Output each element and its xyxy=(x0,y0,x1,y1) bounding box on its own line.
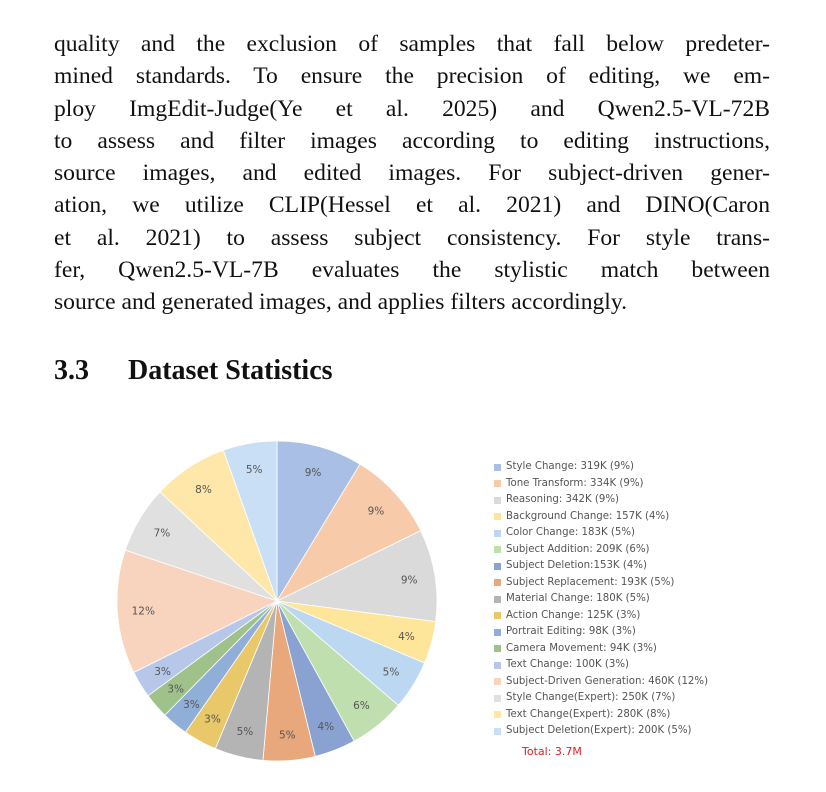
total-label: Total: 3.7M xyxy=(522,745,582,758)
legend-item xyxy=(494,624,794,641)
legend-swatch xyxy=(494,728,501,735)
pie-percent-label: 9% xyxy=(304,466,322,479)
legend-item xyxy=(494,608,794,625)
legend-label: Style Change: 319K (9%) xyxy=(506,461,634,473)
legend-item xyxy=(494,525,794,542)
pie-percent-label: 6% xyxy=(353,700,370,712)
pie-percent-label: 12% xyxy=(131,605,155,618)
pie-percent-label: 3% xyxy=(167,683,185,696)
legend-label: Background Change: 157K (4%) xyxy=(506,510,670,522)
legend-swatch xyxy=(494,662,501,669)
paragraph-line: source and generated images, and applies filters accordingly. xyxy=(54,289,628,316)
paragraph-line: ploy ImgEdit-Judge(Ye et al. 2025) and Qwen2.5-VL-72B xyxy=(54,95,770,122)
legend-label: Camera Movement: 94K (3%) xyxy=(506,642,657,654)
pie-percent-label: 5% xyxy=(382,666,400,679)
legend-item xyxy=(494,509,794,526)
pie-percent-label: 3% xyxy=(204,713,221,726)
legend-label: Subject Deletion:153K (4%) xyxy=(506,560,647,572)
legend-label: Text Change: 100K (3%) xyxy=(506,659,629,671)
legend-swatch xyxy=(494,612,501,619)
pie-percent-label: 3% xyxy=(183,699,200,712)
legend-item xyxy=(494,575,794,592)
pie-percent-label: 8% xyxy=(195,484,212,496)
legend-swatch xyxy=(494,645,501,652)
legend-label: Color Change: 183K (5%) xyxy=(506,527,635,539)
legend-swatch xyxy=(494,629,501,636)
legend-item xyxy=(494,674,794,691)
paragraph-line: mined standards. To ensure the precision of editing, we em- xyxy=(54,63,770,90)
legend-swatch xyxy=(494,546,501,553)
legend-label: Material Change: 180K (5%) xyxy=(506,593,650,605)
legend-swatch xyxy=(494,530,501,537)
legend-item xyxy=(494,657,794,674)
legend-label: Reasoning: 342K (9%) xyxy=(506,494,620,506)
legend-item xyxy=(494,723,794,740)
legend-item xyxy=(494,707,794,724)
legend-swatch xyxy=(494,513,501,520)
legend-label: Subject Addition: 209K (6%) xyxy=(506,543,650,555)
legend-swatch xyxy=(494,678,501,685)
paragraph-line: fer, Qwen2.5-VL-7B evaluates the stylistic match between xyxy=(54,257,770,284)
legend-item xyxy=(494,690,794,707)
pie-percent-label: 9% xyxy=(400,574,418,587)
legend-label: Action Change: 125K (3%) xyxy=(506,609,641,621)
legend-item xyxy=(494,591,794,608)
pie-percent-label: 3% xyxy=(154,665,171,678)
legend-label: Subject-Driven Generation: 460K (12%) xyxy=(506,675,709,687)
legend-label: Subject Replacement: 193K (5%) xyxy=(506,576,675,588)
legend-item xyxy=(494,558,794,575)
legend-label: Subject Deletion(Expert): 200K (5%) xyxy=(506,725,692,737)
paragraph-line: to assess and filter images according to editing instructions, xyxy=(54,127,770,154)
legend-swatch xyxy=(494,480,501,487)
legend-item xyxy=(494,542,794,559)
pie-slices xyxy=(117,441,437,761)
pie-percent-label: 5% xyxy=(278,729,296,742)
legend-item xyxy=(494,492,794,509)
pie-percent-label: 5% xyxy=(245,464,263,476)
legend-item xyxy=(494,476,794,493)
legend-label: Text Change(Expert): 280K (8%) xyxy=(506,708,671,720)
paragraph-line: et al. 2021) to assess subject consistency. For style trans- xyxy=(54,224,770,251)
legend-swatch xyxy=(494,464,501,471)
pie-percent-label: 5% xyxy=(236,726,254,739)
paragraph-line: source images, and edited images. For subject-driven gener- xyxy=(54,160,770,187)
legend-item xyxy=(494,459,794,476)
legend-label: Portrait Editing: 98K (3%) xyxy=(506,626,636,638)
section-title: Dataset Statistics xyxy=(128,355,333,386)
legend-label: Style Change(Expert): 250K (7%) xyxy=(506,692,676,704)
legend-label: Tone Transform: 334K (9%) xyxy=(506,477,644,489)
chart-legend xyxy=(494,459,794,740)
paragraph-line: quality and the exclusion of samples that fall below predeter- xyxy=(54,31,770,57)
paragraph-line: ation, we utilize CLIP(Hessel et al. 2021) and DINO(Caron xyxy=(54,192,770,219)
section-number: 3.3 xyxy=(54,355,89,386)
pie-percent-label: 4% xyxy=(317,720,335,733)
legend-swatch xyxy=(494,579,501,586)
pie-percent-label: 4% xyxy=(398,630,415,643)
pie-percent-label: 7% xyxy=(153,527,171,540)
legend-item xyxy=(494,641,794,658)
legend-swatch xyxy=(494,563,501,570)
legend-swatch xyxy=(494,596,501,603)
legend-swatch xyxy=(494,497,501,504)
pie-percent-label: 9% xyxy=(367,505,385,518)
legend-swatch xyxy=(494,711,501,718)
legend-swatch xyxy=(494,695,501,702)
